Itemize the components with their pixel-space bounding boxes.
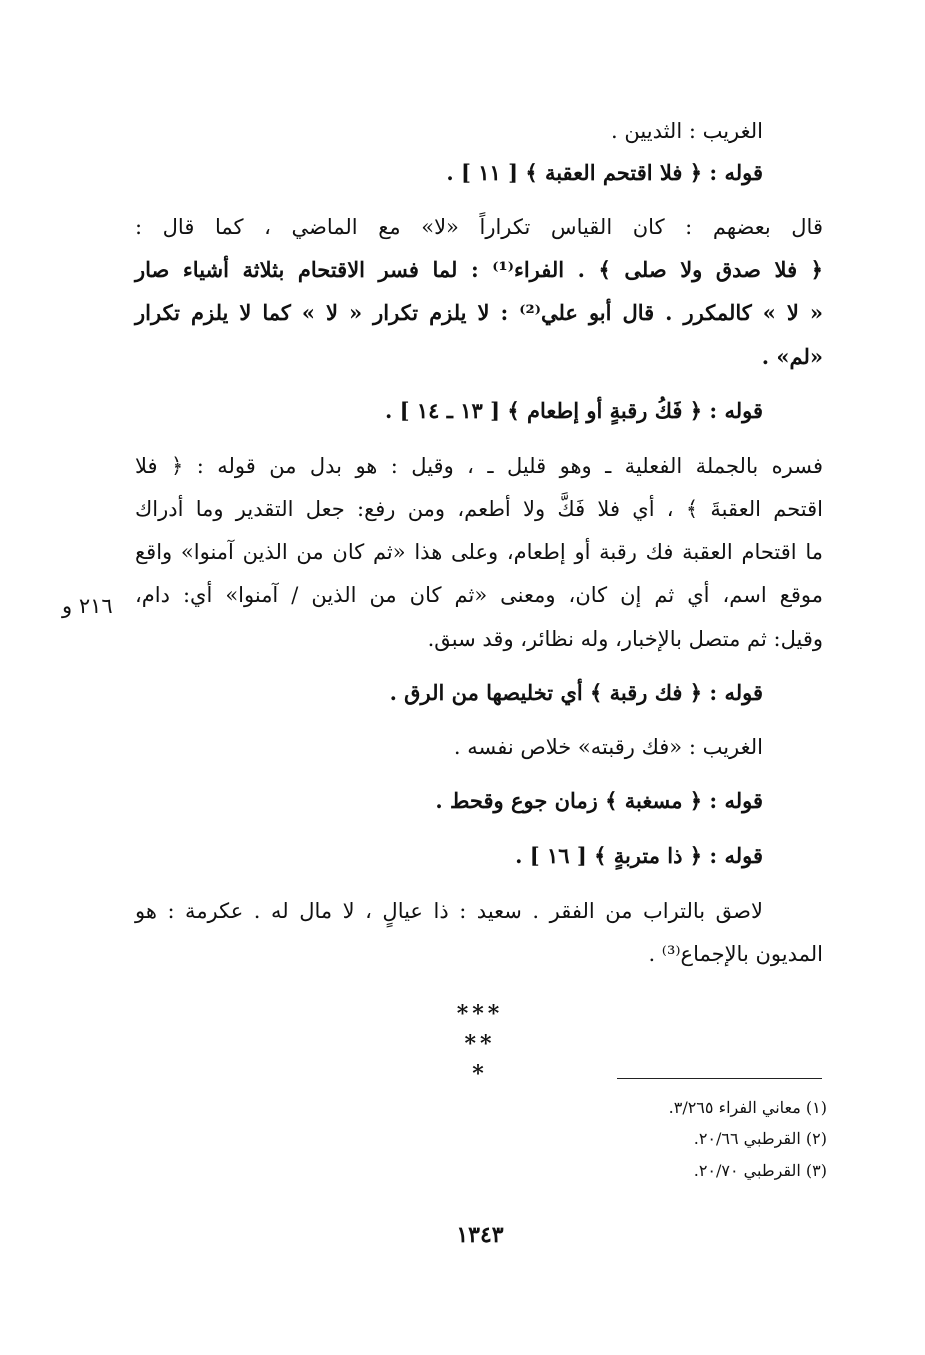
footnote-3: (٣) القرطبي ٢٠/٧٠. <box>693 1161 827 1180</box>
footnote-1: (١) معاني الفراء ٣/٢٦٥. <box>668 1098 827 1117</box>
text-line-8: فسره بالجملة الفعلية ـ وهو قليل ـ ، وقيل : هو بدل من قوله : ﴿ فلا <box>135 454 823 478</box>
text-line-13: قوله : ﴿ فك رقبة ﴾ أي تخليصها من الرق . <box>389 680 763 705</box>
separator-stars-row-2: ** <box>464 1031 496 1057</box>
text-line-17: لاصق بالتراب من الفقر . سعيد : ذا عيالٍ ، لا مال له . عكرمة : هو <box>135 899 763 923</box>
text-line-14: الغريب : «فك رقبته» خلاص نفسه . <box>453 735 763 759</box>
text-line-15: قوله : ﴿ مسغبة ﴾ زمان جوع وقحط . <box>435 788 763 813</box>
text-line-3: قال بعضهم : كان القياس تكراراً «لا» مع الماضي ، كما قال : <box>135 215 823 239</box>
footnote-divider <box>617 1078 822 1079</box>
text-line-11: موقع اسم، أي ثم إن كان، ومعنى «ثم كان من الذين / آمنوا» أي: دام، <box>135 583 823 607</box>
separator-stars-row-1: *** <box>456 1001 504 1027</box>
text-line-4: ﴿ فلا صدق ولا صلى ﴾ . الفراء⁽¹⁾ : لما فسر الاقتحام بثلاثة أشياء صار <box>135 257 823 282</box>
text-line-6: «لم» . <box>761 344 823 369</box>
text-line-10: ما اقتحام العقبة فك رقبة أو إطعام، وعلى هذا «ثم كان من الذين آمنوا» واقع <box>135 540 823 564</box>
text-line-1: الغريب : الثديين . <box>611 119 763 143</box>
text-line-7: قوله : ﴿ فَكُ رقبةٍ أو إطعام ﴾ [ ١٣ ـ ١٤ ] . <box>385 398 763 423</box>
page-number: ١٣٤٣ <box>456 1222 504 1248</box>
footnote-2: (٢) القرطبي ٢٠/٦٦. <box>693 1129 827 1148</box>
text-line-12: وقيل: ثم متصل بالإخبار، وله نظائر، وقد سبق. <box>427 627 823 651</box>
text-line-16: قوله : ﴿ ذا متربةٍ ﴾ [ ١٦ ] . <box>515 843 763 868</box>
separator-stars-row-3: * <box>472 1061 488 1087</box>
text-line-18: المديون بالإجماع⁽³⁾ . <box>648 942 823 966</box>
margin-note: ٢١٦ و <box>62 594 113 618</box>
text-line-9: اقتحم العقبةَ ﴾ ، أي فلا فَكَّ ولا أطعم، ومن رفع: جعل التقدير وما أدراك <box>135 497 823 521</box>
text-line-2: قوله : ﴿ فلا اقتحم العقبة ﴾ [ ١١ ] . <box>446 160 763 185</box>
text-line-5: « لا » كالمكرر . قال أبو علي⁽²⁾ : لا يلزم تكرار « لا » كما لا يلزم تكرار <box>135 300 823 325</box>
